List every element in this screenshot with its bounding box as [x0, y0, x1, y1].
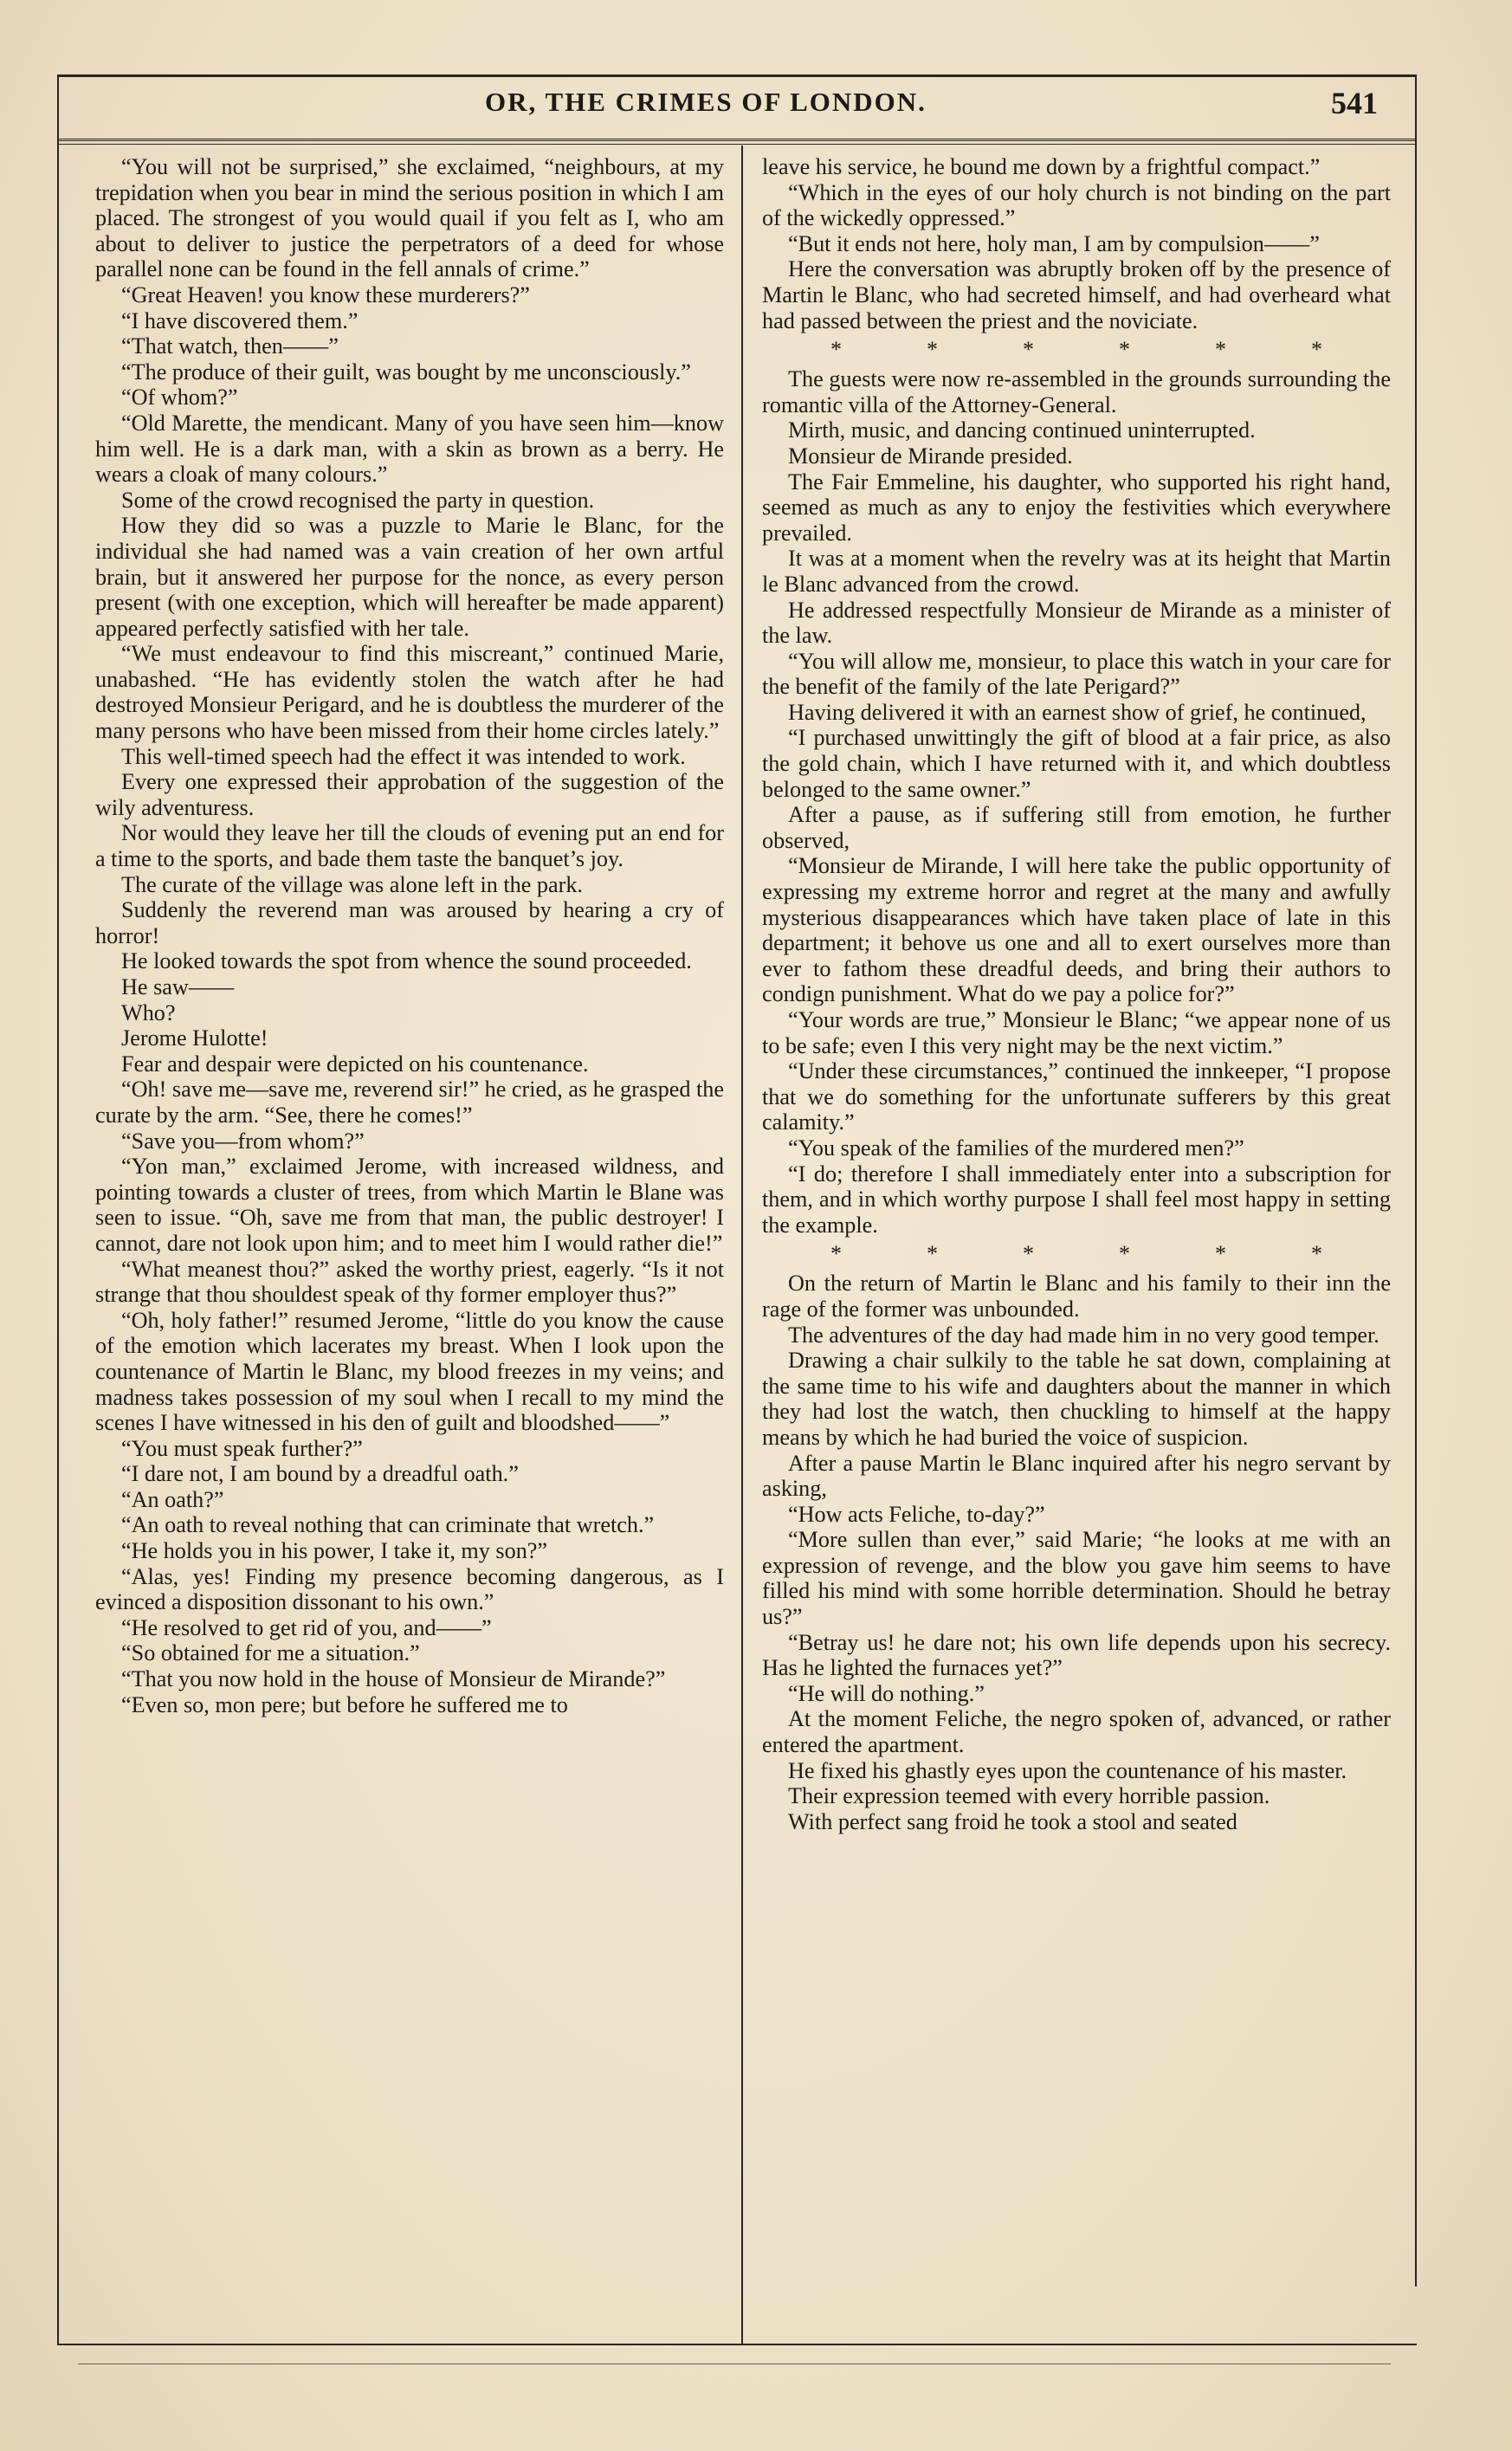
- paragraph: “More sullen than ever,” said Marie; “he looks at me with an expression of revenge, and the blow you gave him seems to have filled his mind with some horrible determination. Should he betray us?”: [762, 1527, 1391, 1630]
- section-break-stars: * * * * * *: [830, 337, 1322, 363]
- paragraph: “Alas, yes! Finding my presence becoming dangerous, as I evinced a disposition dissonant to his own.”: [95, 1563, 724, 1615]
- left-frame-rule: [57, 74, 59, 2345]
- paragraph: Monsieur de Mirande presided.: [788, 443, 1073, 469]
- paragraph: “Betray us! he dare not; his own life depends upon his secrecy. Has he lighted the furnaces yet?”: [762, 1629, 1391, 1681]
- paragraph: “Your words are true,” Monsieur le Blanc; “we appear none of us to be safe; even I this very night may be the next victim.”: [762, 1007, 1391, 1058]
- paragraph: “Oh, holy father!” resumed Jerome, “little do you know the cause of the emotion which lacerates my breast. When I look upon the countenance of Martin le Blanc, my blood freezes in my veins; and madness takes possession of my soul when I recall to my mind the scenes I have witnessed in his den of guilt and bloodshed——”: [95, 1307, 724, 1436]
- paragraph: How they did so was a puzzle to Marie le Blanc, for the individual she had named was a vain creation of her own artful brain, but it answered her purpose for the nonce, as every person present (with one exception, which will hereafter be made apparent) appeared perfectly satisfied with her tale.: [95, 513, 724, 641]
- left-column: [95, 154, 724, 1717]
- paragraph: “I have discovered them.”: [121, 307, 359, 333]
- paragraph: Drawing a chair sulkily to the table he sat down, complaining at the same time to his wife and daughters about the manner in which they had lost the watch, then chuckling to himself at the happy means by which he had buried the voice of suspicion.: [762, 1348, 1391, 1450]
- paragraph: “Even so, mon pere; but before he suffered me to: [121, 1691, 568, 1717]
- paragraph: Nor would they leave her till the clouds of evening put an end for a time to the sports, and bade them taste the banquet’s joy.: [95, 820, 724, 872]
- right-frame-rule: [1415, 74, 1417, 2286]
- paragraph: “Oh! save me—save me, reverend sir!” he cried, as he grasped the curate by the arm. “See, there he comes!”: [95, 1077, 724, 1128]
- paragraph: He looked towards the spot from whence the sound proceeded.: [121, 948, 692, 974]
- paragraph: Jerome Hulotte!: [121, 1025, 268, 1051]
- paragraph: Every one expressed their approbation of the suggestion of the wily adventuress.: [95, 769, 724, 820]
- paragraph: “I purchased unwittingly the gift of blood at a fair price, as also the gold chain, which I have returned with it, and which doubtless belonged to the same owner.”: [762, 725, 1391, 802]
- paragraph: “Monsieur de Mirande, I will here take the public opportunity of expressing my extreme horror and regret at the many and awfully mysterious disappearances which have taken place of late in this department; it behove us one and all to exert ourselves more than ever to fathom these dreadful deeds, and bring their authors to condign punishment. What do we pay a police for?”: [762, 853, 1391, 1007]
- paragraph: He fixed his ghastly eyes upon the countenance of his master.: [788, 1757, 1347, 1783]
- paragraph: The adventures of the day had made him in no very good temper.: [788, 1322, 1380, 1348]
- paragraph: “How acts Feliche, to-day?”: [788, 1501, 1045, 1527]
- paragraph: Fear and despair were depicted on his countenance.: [121, 1051, 589, 1077]
- paragraph: “He holds you in his power, I take it, my son?”: [121, 1538, 548, 1564]
- paragraph: “An oath?”: [121, 1486, 224, 1512]
- section-break-stars: * * * * * *: [830, 1241, 1322, 1267]
- paragraph: Mirth, music, and dancing continued uninterrupted.: [788, 417, 1256, 443]
- paragraph: “Great Heaven! you know these murderers?”: [121, 281, 530, 307]
- paragraph: leave his service, he bound me down by a frightful compact.”: [762, 154, 1321, 179]
- paragraph: This well-timed speech had the effect it was intended to work.: [121, 743, 686, 769]
- paragraph: “Of whom?”: [121, 385, 238, 411]
- header-rule: [57, 139, 1417, 145]
- paragraph: “We must endeavour to find this miscreant,” continued Marie, unabashed. “He has evidently stolen the watch after he had destroyed Monsieur Perigard, and he is doubtless the murderer of the many persons who have been missed from their home circles lately.”: [95, 641, 724, 744]
- page-number: 541: [1331, 86, 1378, 120]
- paragraph: “He resolved to get rid of you, and——”: [121, 1614, 492, 1640]
- bottom-rule: [57, 2344, 1417, 2345]
- paragraph: “The produce of their guilt, was bought by me unconsciously.”: [121, 359, 691, 385]
- paragraph: “You must speak further?”: [121, 1435, 363, 1461]
- paragraph: “I dare not, I am bound by a dreadful oath.”: [121, 1461, 519, 1487]
- paragraph: Here the conversation was abruptly broken off by the presence of Martin le Blanc, who had secreted himself, and had overheard what had passed between the priest and the noviciate.: [762, 256, 1391, 333]
- paragraph: The curate of the village was alone left in the park.: [121, 871, 583, 897]
- paragraph: “I do; therefore I shall immediately enter into a subscription for them, and in which worthy purpose I shall feel most happy in setting the example.: [762, 1161, 1391, 1238]
- paragraph: He saw——: [121, 974, 235, 999]
- paragraph: Having delivered it with an earnest show of grief, he continued,: [788, 699, 1367, 725]
- right-column: [762, 154, 1391, 1834]
- paragraph: Suddenly the reverend man was aroused by hearing a cry of horror!: [95, 897, 724, 948]
- top-rule: [57, 74, 1417, 77]
- paragraph: “Which in the eyes of our holy church is not binding on the part of the wickedly oppressed.”: [762, 179, 1391, 231]
- paragraph: It was at a moment when the revelry was at its height that Martin le Blanc advanced from the crowd.: [762, 546, 1391, 597]
- running-head: OR, THE CRIMES OF LONDON.: [485, 87, 927, 117]
- paragraph: “You will not be surprised,” she exclaimed, “neighbours, at my trepidation when you bear in mind the serious position in which I am placed. The strongest of you would quail if you felt as I, who am about to deliver to justice the perpetrators of a deed for whose parallel none can be found in the fell annals of crime.”: [95, 154, 724, 282]
- paragraph: “You will allow me, monsieur, to place this watch in your care for the benefit of the family of the late Perigard?”: [762, 648, 1391, 700]
- paragraph: The Fair Emmeline, his daughter, who supported his right hand, seemed as much as any to enjoy the festivities which everywhere prevailed.: [762, 469, 1391, 546]
- paragraph: “He will do nothing.”: [788, 1680, 985, 1706]
- paragraph: Some of the crowd recognised the party in question.: [121, 487, 595, 513]
- paragraph: “That you now hold in the house of Monsieur de Mirande?”: [121, 1666, 666, 1692]
- paragraph: “An oath to reveal nothing that can criminate that wretch.”: [121, 1512, 655, 1538]
- paragraph: After a pause Martin le Blanc inquired after his negro servant by asking,: [762, 1450, 1391, 1502]
- paragraph: “Under these circumstances,” continued the innkeeper, “I propose that we do something for the unfortunate sufferers by this great calamity.”: [762, 1058, 1391, 1135]
- paragraph: “You speak of the families of the murdered men?”: [788, 1135, 1244, 1161]
- paragraph: Their expression teemed with every horrible passion.: [788, 1783, 1270, 1809]
- paragraph: At the moment Feliche, the negro spoken of, advanced, or rather entered the apartment.: [762, 1706, 1391, 1758]
- paragraph: The guests were now re-assembled in the grounds surrounding the romantic villa of the Attorney-General.: [762, 366, 1391, 417]
- column-divider: [741, 146, 743, 2345]
- paragraph: “But it ends not here, holy man, I am by compulsion——”: [788, 230, 1320, 256]
- paragraph: “What meanest thou?” asked the worthy priest, eagerly. “Is it not strange that thou shouldest speak of thy former employer thus?”: [95, 1256, 724, 1308]
- paragraph: “Yon man,” exclaimed Jerome, with increased wildness, and pointing towards a cluster of trees, from which Martin le Blane was seen to issue. “Oh, save me from that man, the public destroyer! I cannot, dare not look upon him; and to meet him I would rather die!”: [95, 1154, 724, 1256]
- paragraph: With perfect sang froid he took a stool and seated: [788, 1808, 1237, 1834]
- paragraph: “Old Marette, the mendicant. Many of you have seen him—know him well. He is a dark man, with a skin as brown as a berry. He wears a cloak of many colours.”: [95, 410, 724, 488]
- paragraph: “That watch, then——”: [121, 333, 339, 359]
- paragraph: He addressed respectfully Monsieur de Mirande as a minister of the law.: [762, 597, 1391, 649]
- paragraph: “Save you—from whom?”: [121, 1128, 365, 1154]
- paragraph: On the return of Martin le Blanc and his family to their inn the rage of the former was unbounded.: [762, 1271, 1391, 1322]
- paragraph: “So obtained for me a situation.”: [121, 1640, 420, 1666]
- paragraph: After a pause, as if suffering still from emotion, he further observed,: [762, 802, 1391, 853]
- paragraph: Who?: [121, 999, 176, 1025]
